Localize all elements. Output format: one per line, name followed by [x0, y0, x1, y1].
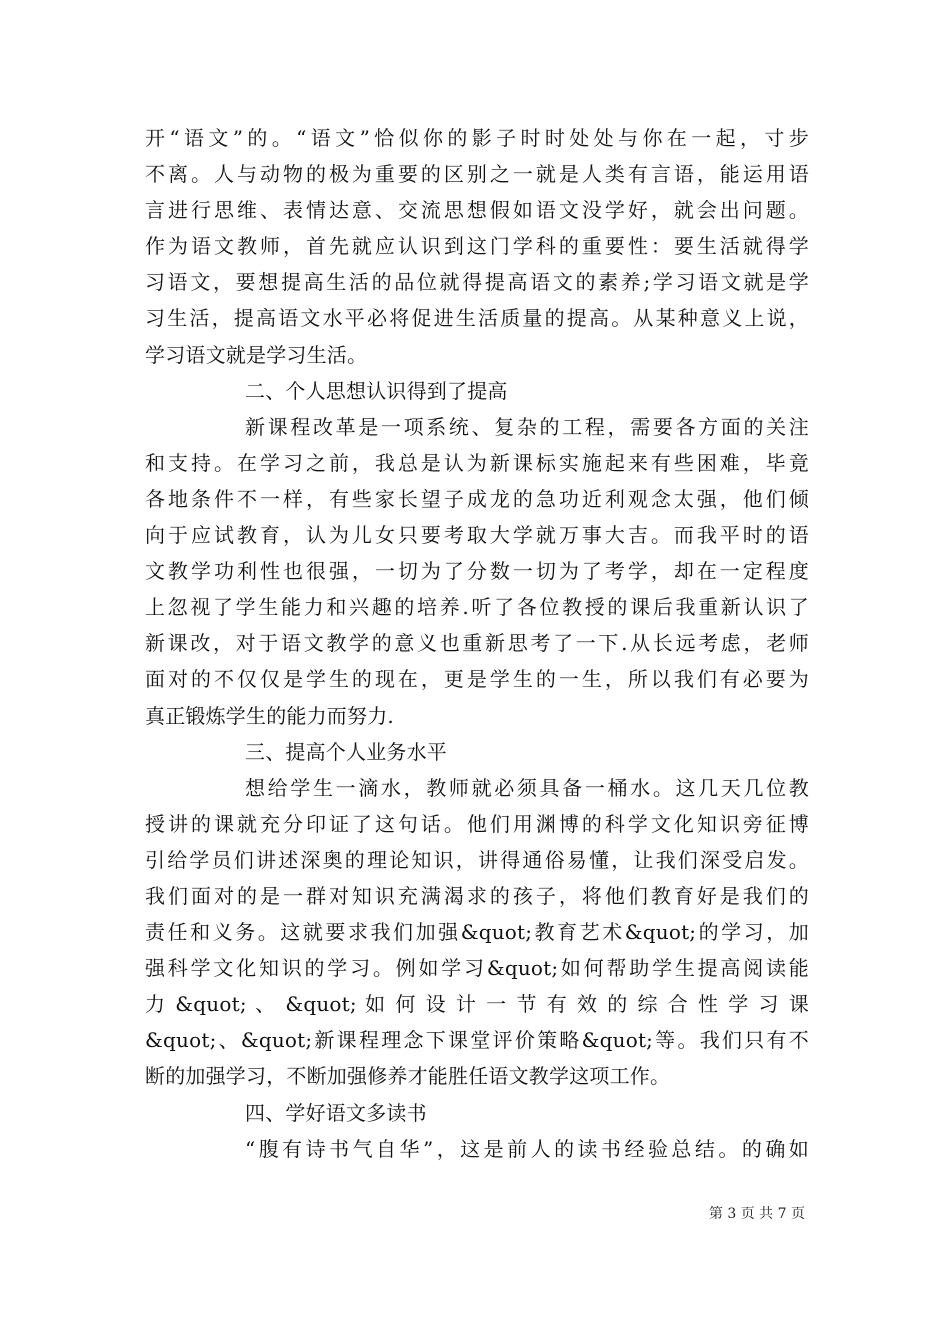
text-line: 各地条件不一样，有些家长望子成龙的急功近利观念太强，他们倾: [145, 486, 809, 511]
text-line: 文教学功利性也很强，一切为了分数一切为了考学，却在一定程度: [145, 559, 809, 584]
section-heading: 二、个人思想认识得到了提高: [245, 378, 508, 403]
text-line: 断的加强学习，不断加强修养才能胜任语文教学这项工作。: [145, 1064, 671, 1089]
document-body: [145, 120, 809, 1167]
text-line: 强科学文化知识的学习。例如学习&quot;如何帮助学生提高阅读能: [145, 956, 809, 981]
text-line: 真正锻炼学生的能力而努力.: [145, 703, 394, 728]
section-heading: 四、学好语文多读书: [245, 1100, 427, 1125]
text-line: 引给学员们讲述深奥的理论知识，讲得通俗易懂，让我们深受启发。: [145, 847, 809, 872]
text-line: 学习语文就是学习生活。: [145, 342, 368, 367]
text-line: 面对的不仅仅是学生的现在，更是学生的一生，所以我们有必要为: [145, 667, 809, 692]
text-line: &quot;、&quot;新课程理念下课堂评价策略&quot;等。我们只有不: [145, 1028, 809, 1053]
text-line: 向于应试教育，认为儿女只要考取大学就万事大吉。而我平时的语: [145, 523, 809, 548]
text-line: 我们面对的是一群对知识充满渴求的孩子，将他们教育好是我们的: [145, 883, 809, 908]
text-line: 习生活，提高语文水平必将促进生活质量的提高。从某种意义上说，: [145, 306, 809, 331]
section-heading: 三、提高个人业务水平: [245, 739, 447, 764]
text-line: 不离。人与动物的极为重要的区别之一就是人类有言语，能运用语: [145, 162, 809, 187]
text-line: 新课改，对于语文教学的意义也重新思考了一下.从长远考虑，老师: [145, 631, 809, 656]
text-line: 新课程改革是一项系统、复杂的工程，需要各方面的关注: [245, 414, 809, 439]
text-line: 作为语文教师，首先就应认识到这门学科的重要性：要生活就得学: [145, 234, 809, 259]
text-line: “腹有诗书气自华”，这是前人的读书经验总结。的确如: [245, 1136, 809, 1161]
text-line: 想给学生一滴水，教师就必须具备一桶水。这几天几位教: [245, 775, 809, 800]
text-line: 力 &quot; 、 &quot; 如 何 设 计 一 节 有 效 的 综 合 性 学 习 课: [145, 992, 809, 1017]
text-line: 开“语文”的。“语文”恰似你的影子时时处处与你在一起，寸步: [145, 126, 809, 150]
page-number: 第 3 页 共 7 页: [708, 1206, 805, 1222]
text-line: 上忽视了学生能力和兴趣的培养.听了各位教授的课后我重新认识了: [145, 595, 809, 620]
text-line: 责任和义务。这就要求我们加强&quot;教育艺术&quot;的学习，加: [145, 920, 809, 945]
text-line: 和支持。在学习之前，我总是认为新课标实施起来有些困难，毕竟: [145, 450, 809, 475]
text-line: 授讲的课就充分印证了这句话。他们用渊博的科学文化知识旁征博: [145, 811, 809, 836]
text-line: 言进行思维、表情达意、交流思想假如语文没学好，就会出问题。: [145, 198, 809, 223]
text-line: 习语文，要想提高生活的品位就得提高语文的素养;学习语文就是学: [145, 270, 809, 295]
